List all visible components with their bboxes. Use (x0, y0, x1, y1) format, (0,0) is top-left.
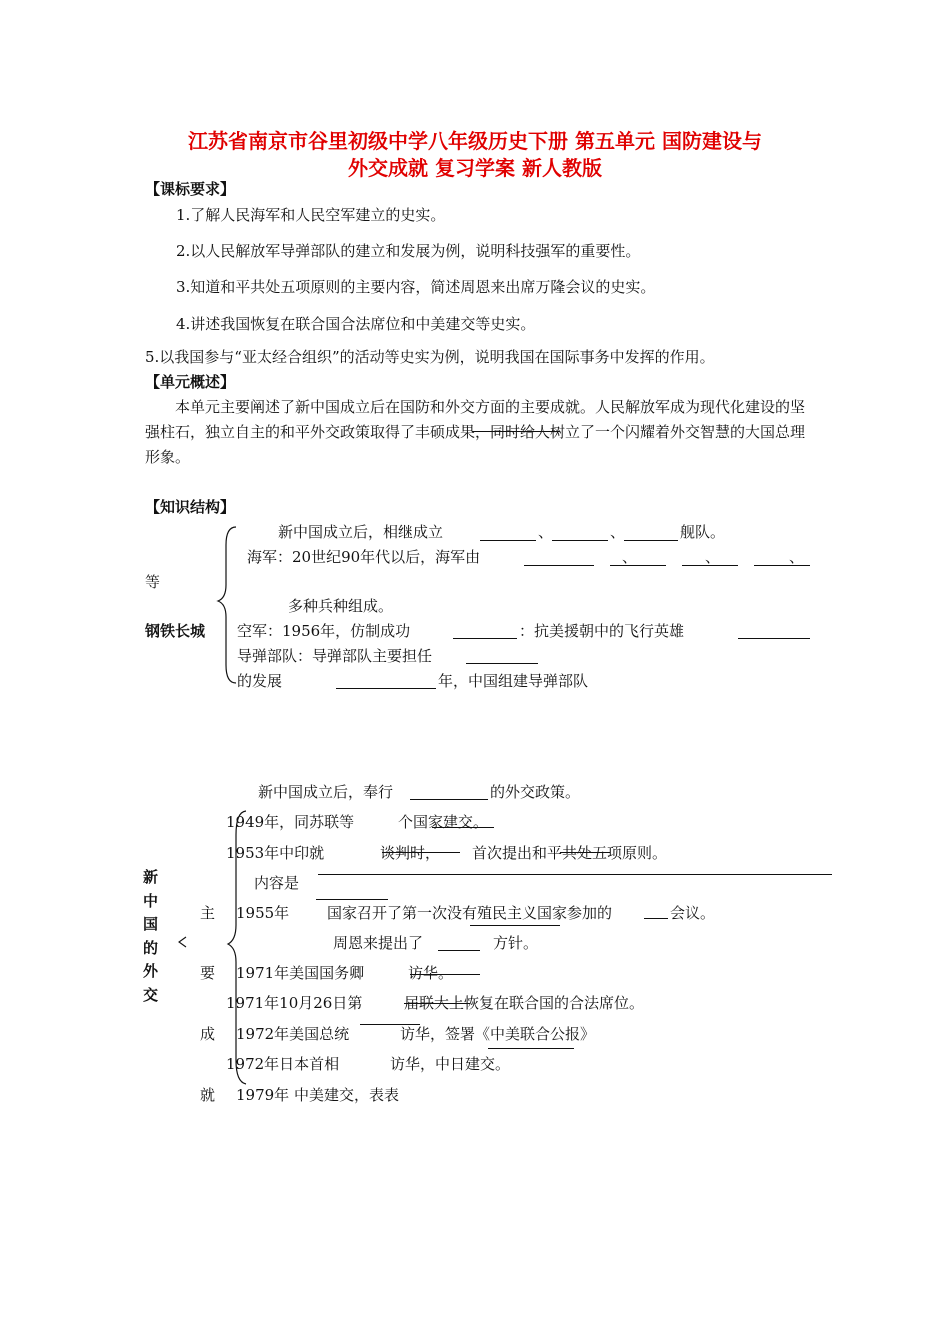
diplomacy-line-9-end: 访华，签署《中美联合公报》 (400, 1025, 596, 1043)
curriculum-item-2: 2.以人民解放军导弹部队的建立和发展为例，说明科技强军的重要性。 (176, 242, 641, 260)
air-force-line-mid: ：抗美援朝中的飞行英雄 (519, 622, 685, 640)
navy-line-3: 多种兵种组成。 (288, 597, 394, 615)
blank-year (336, 688, 436, 689)
missile-line-1: 导弹部队：导弹部队主要担任 (237, 647, 433, 665)
diplomacy-line-5: 1955年 (236, 904, 290, 922)
strike-line (432, 827, 494, 828)
strike-line (382, 852, 460, 853)
side-char-2: 要 (200, 964, 216, 982)
diplomacy-line-3-end: 首次提出和平共处五项原则。 (472, 844, 668, 862)
curriculum-item-3: 3.知道和平共处五项原则的主要内容，简述周恩来出席万隆会议的史实。 (176, 278, 656, 296)
side-char-3: 成 (200, 1025, 216, 1043)
navy-line-2-sep-3: 、 (789, 548, 805, 566)
diplomacy-line-8-end: 届联大上恢复在联合国的合法席位。 (404, 994, 645, 1012)
navy-line-1-sep-2: 、 (610, 523, 626, 541)
curriculum-item-5: 5.以我国参与“亚太经合组织”的活动等史实为例，说明我国在国际事务中发挥的作用。 (145, 348, 715, 366)
structure-heading: 【知识结构】 (145, 498, 236, 516)
defense-label: 钢铁长城 (145, 622, 206, 640)
blank-fleet-3 (624, 540, 678, 541)
diplomacy-line-5-end: 会议。 (670, 904, 716, 922)
curriculum-heading: 【课标要求】 (145, 180, 236, 198)
blank-hero (738, 638, 810, 639)
blank-conference (644, 918, 668, 919)
blank-aircraft (453, 638, 517, 639)
diplomacy-line-7-end: 访华。 (408, 964, 454, 982)
navy-line-2: 海军：20世纪90年代以后，海军由 (247, 548, 481, 566)
side-char-1: 主 (200, 904, 216, 922)
blank-guideline (438, 950, 480, 951)
document-title-line-2: 外交成就 复习学案 新人教版 (348, 156, 602, 180)
diplomacy-line-9: 1972年美国总统 (236, 1025, 350, 1043)
navy-line-1: 新中国成立后，相继成立 (278, 523, 444, 541)
diplomacy-line-7: 1971年美国国务卿 (236, 964, 365, 982)
blank-principles (318, 874, 832, 875)
diplomacy-line-3-mid: 谈判时， (380, 844, 441, 862)
strike-line (404, 1003, 470, 1004)
blank-fleet-1 (480, 540, 536, 541)
diplomacy-line-6: 周恩来提出了 (333, 934, 424, 952)
blank-branch-4 (754, 565, 810, 566)
blank-policy (410, 799, 488, 800)
diplomacy-line-5-mid: 国家召开了第一次没有殖民主义国家参加的 (327, 904, 613, 922)
diplomacy-line-6-end: 方针。 (493, 934, 539, 952)
strike-line (410, 974, 480, 975)
overview-heading: 【单元概述】 (145, 373, 236, 391)
blank-mission (466, 663, 538, 664)
diplomacy-line-10-end: 访华，中日建交。 (390, 1055, 511, 1073)
missile-line-2-end: 年，中国组建导弹部队 (438, 672, 589, 690)
defense-brace (218, 527, 236, 683)
document-title-line-1: 江苏省南京市谷里初级中学八年级历史下册 第五单元 国防建设与 (188, 129, 762, 153)
side-char-4: 就 (200, 1086, 216, 1104)
diplomacy-line-10: 1972年日本首相 (226, 1055, 340, 1073)
navy-line-2-sep-2: 、 (705, 548, 721, 566)
strike-line (560, 852, 610, 853)
missile-line-2: 的发展 (237, 672, 283, 690)
blank-branch-1 (524, 565, 594, 566)
blank-branch-2 (610, 565, 666, 566)
blank-president-2 (488, 1048, 574, 1049)
diplomacy-line-2-end: 个国家建交。 (398, 813, 489, 831)
blank-countries (470, 925, 560, 926)
diplomacy-label: 新中国的外交 (143, 868, 159, 1004)
curriculum-item-1: 1.了解人民海军和人民空军建立的史实。 (176, 206, 446, 224)
blank-branch-3 (682, 565, 738, 566)
diplomacy-line-11: 1979年 中美建交，表表 (236, 1086, 399, 1104)
diplomacy-arrow (179, 937, 186, 947)
overview-paragraph: 本单元主要阐述了新中国成立后在国防和外交方面的主要成就。人民解放军成为现代化建设的坚强柱石，独立自主的和平外交政策取得了丰硕成果，同时给人树立了一个闪耀着外交智慧的大国总理形象。 (145, 398, 806, 466)
navy-line-2-wrap: 等 (145, 573, 161, 591)
blank-fleet-2 (552, 540, 608, 541)
diplomacy-line-4: 内容是 (254, 874, 300, 892)
diplomacy-line-3: 1953年中印就 (226, 844, 325, 862)
diplomacy-line-2: 1949年，同苏联等 (226, 813, 355, 831)
navy-line-1-sep-1: 、 (538, 523, 554, 541)
curriculum-item-4: 4.讲述我国恢复在联合国合法席位和中美建交等史实。 (176, 315, 536, 333)
diplomacy-line-8: 1971年10月26日第 (226, 994, 363, 1012)
diplomacy-line-1-end: 的外交政策。 (490, 783, 581, 801)
blank-principles-2 (316, 899, 388, 900)
air-force-line: 空军：1956年，仿制成功 (237, 622, 411, 640)
navy-line-2-sep-1: 、 (622, 548, 638, 566)
diplomacy-line-1: 新中国成立后，奉行 (258, 783, 394, 801)
navy-line-1-end: 舰队。 (680, 523, 726, 541)
